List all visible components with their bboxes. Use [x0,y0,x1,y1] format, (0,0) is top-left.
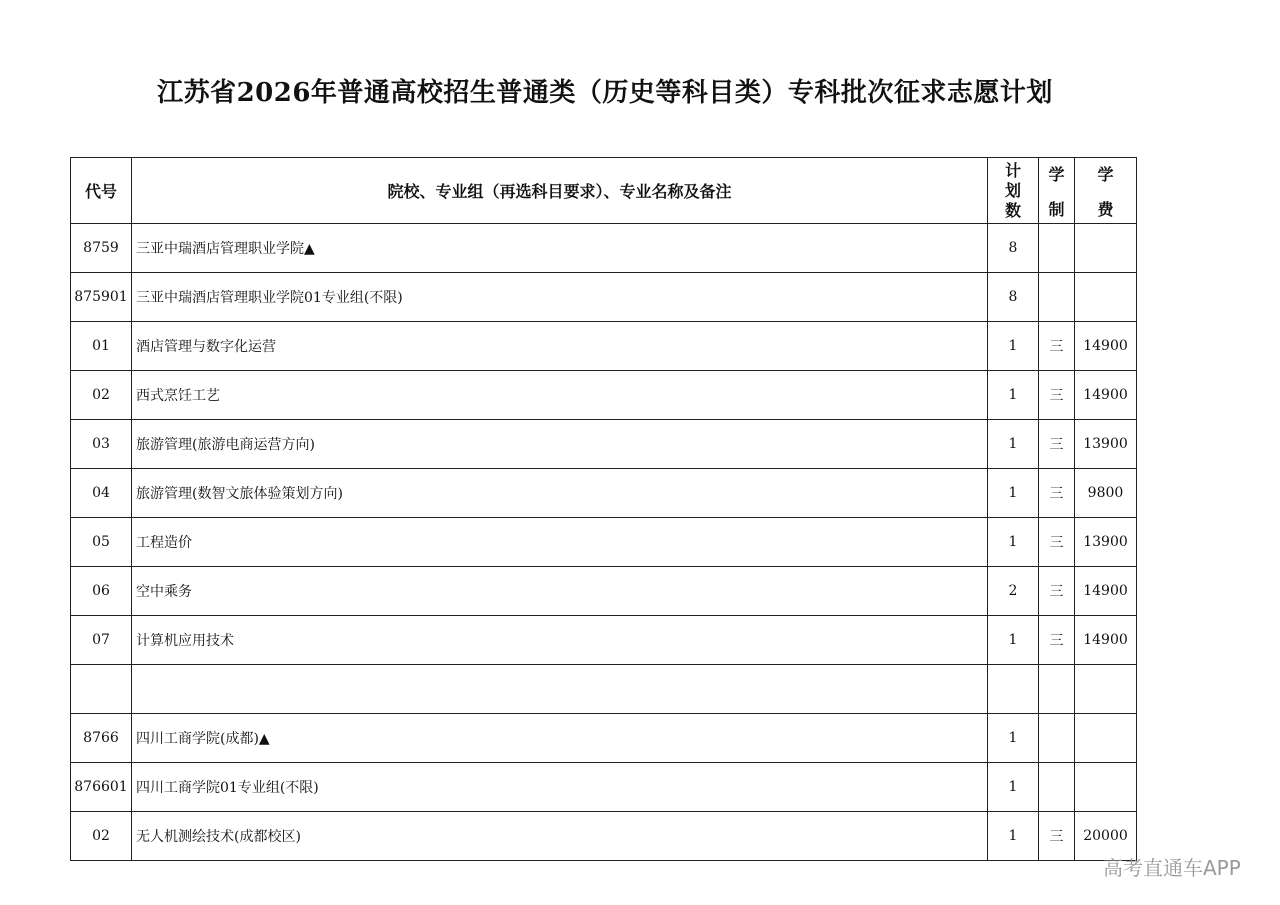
document-title: 江苏省2026年普通高校招生普通类（历史等科目类）专科批次征求志愿计划 [157,78,1053,108]
cell-name: 三亚中瑞酒店管理职业学院▲ [132,224,988,273]
table-row [71,714,1137,763]
cell-fee: 20000 [1075,812,1137,861]
cell-fee [1075,714,1137,763]
table-row [71,420,1137,469]
cell-code: 04 [71,469,132,518]
cell-fee: 14900 [1075,371,1137,420]
cell-years [1039,763,1075,812]
header-plan-char: 划 [1004,180,1021,200]
cell-plan: 2 [988,567,1039,616]
cell-name: 酒店管理与数字化运营 [132,322,988,371]
cell-code: 8759 [71,224,132,273]
cell-plan: 1 [988,714,1039,763]
cell-fee: 14900 [1075,616,1137,665]
cell-fee [1075,665,1137,714]
cell-years: 三 [1039,420,1075,469]
cell-years: 三 [1039,518,1075,567]
cell-name: 旅游管理(数智文旅体验策划方向) [132,469,988,518]
cell-fee [1075,273,1137,322]
cell-name: 四川工商学院(成都)▲ [132,714,988,763]
cell-plan: 1 [988,812,1039,861]
cell-code: 876601 [71,763,132,812]
header-plan-char: 计 [1004,160,1021,180]
cell-years [1039,273,1075,322]
cell-fee [1075,224,1137,273]
header-name: 院校、专业组（再选科目要求）、专业名称及备注 [132,158,988,224]
watermark-text: 高考直通车APP [1103,856,1241,880]
table-row [71,812,1137,861]
cell-name: 四川工商学院01专业组(不限) [132,763,988,812]
table-row [71,567,1137,616]
cell-fee: 13900 [1075,518,1137,567]
cell-plan: 8 [988,273,1039,322]
cell-plan: 1 [988,469,1039,518]
cell-code [71,665,132,714]
cell-code: 01 [71,322,132,371]
cell-plan: 1 [988,420,1039,469]
header-years-char: 学 [1048,164,1065,184]
cell-code: 07 [71,616,132,665]
table-header-row [71,158,1137,224]
table-row [71,518,1137,567]
cell-fee: 13900 [1075,420,1137,469]
table-row [71,224,1137,273]
cell-fee: 14900 [1075,322,1137,371]
cell-plan [988,665,1039,714]
cell-years [1039,224,1075,273]
cell-name: 旅游管理(旅游电商运营方向) [132,420,988,469]
table-row [71,322,1137,371]
cell-plan: 1 [988,763,1039,812]
table-row [71,273,1137,322]
cell-plan: 1 [988,322,1039,371]
cell-code: 05 [71,518,132,567]
cell-plan: 1 [988,518,1039,567]
cell-code: 8766 [71,714,132,763]
cell-name: 三亚中瑞酒店管理职业学院01专业组(不限) [132,273,988,322]
cell-years: 三 [1039,812,1075,861]
plan-table [70,157,1137,861]
cell-name: 空中乘务 [132,567,988,616]
cell-name: 计算机应用技术 [132,616,988,665]
header-years-char: 制 [1048,199,1065,219]
header-years [1039,158,1075,224]
cell-code: 875901 [71,273,132,322]
cell-name: 工程造价 [132,518,988,567]
header-plan-char: 数 [1004,200,1021,220]
cell-name: 西式烹饪工艺 [132,371,988,420]
cell-name: 无人机测绘技术(成都校区) [132,812,988,861]
header-plan [988,158,1039,224]
cell-years: 三 [1039,371,1075,420]
table-row [71,371,1137,420]
cell-years: 三 [1039,322,1075,371]
cell-plan: 1 [988,371,1039,420]
header-fee [1075,158,1137,224]
cell-code: 06 [71,567,132,616]
cell-code: 02 [71,812,132,861]
cell-years: 三 [1039,567,1075,616]
cell-fee [1075,763,1137,812]
cell-fee: 14900 [1075,567,1137,616]
table-row [71,616,1137,665]
table-row [71,469,1137,518]
cell-years [1039,665,1075,714]
cell-name [132,665,988,714]
cell-years: 三 [1039,469,1075,518]
cell-code: 03 [71,420,132,469]
header-fee-char: 学 [1097,164,1114,184]
header-fee-char: 费 [1097,199,1114,219]
cell-plan: 8 [988,224,1039,273]
table-row [71,763,1137,812]
cell-code: 02 [71,371,132,420]
cell-plan: 1 [988,616,1039,665]
table-row [71,665,1137,714]
cell-years [1039,714,1075,763]
cell-fee: 9800 [1075,469,1137,518]
header-code: 代号 [71,158,132,224]
cell-years: 三 [1039,616,1075,665]
